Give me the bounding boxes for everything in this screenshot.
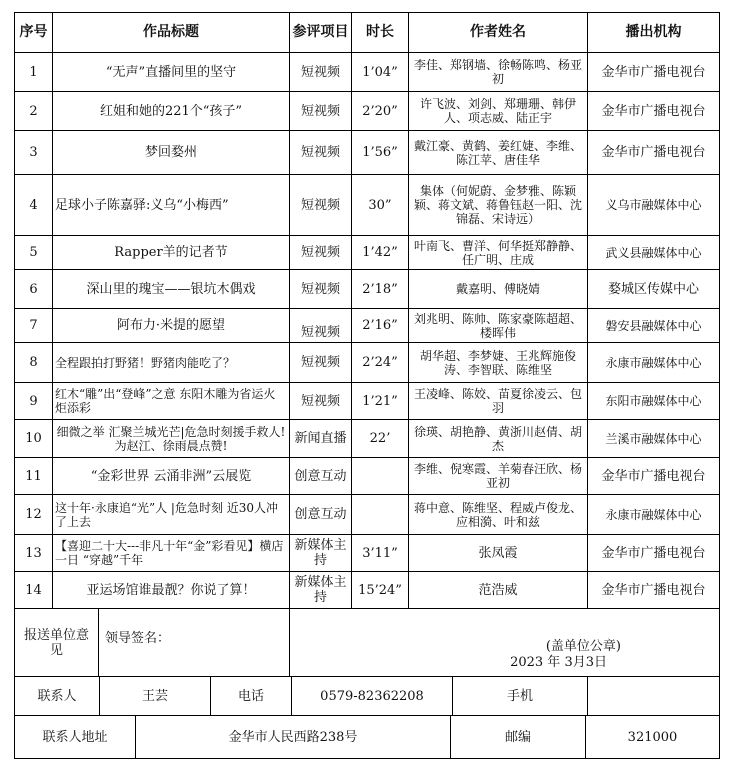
row-title: 红姐和她的221个“孩子”	[53, 92, 290, 131]
row-title: 亚运场馆谁最靓？你说了算！	[53, 572, 290, 609]
stamp-note: (盖单位公章)	[545, 639, 621, 654]
row-category: 创意互动	[290, 458, 352, 495]
postcode-value: 321000	[627, 729, 678, 745]
row-category: 创意互动	[290, 495, 352, 535]
address-cell	[15, 716, 720, 759]
row-no: 6	[15, 270, 53, 309]
col-header-category: 参评项目	[290, 13, 352, 53]
row-duration: 3’11”	[352, 535, 409, 572]
row-org: 金华市广播电视台	[588, 572, 720, 609]
row-category: 新媒体主持	[290, 535, 352, 572]
row-category: 短视频	[290, 383, 352, 420]
row-no: 7	[15, 309, 53, 343]
mobile-value	[588, 677, 719, 715]
row-authors: 王凌峰、陈姣、苗夏徐凌云、包羽	[409, 383, 588, 420]
row-authors: 李佳、郑钢墙、徐畅陈鸣、杨亚初	[409, 53, 588, 92]
row-title: 梦回婺州	[53, 131, 290, 175]
contact-name: 王芸	[100, 677, 211, 715]
row-category: 短视频	[290, 92, 352, 131]
table-row	[15, 343, 720, 383]
opinion-label: 报送单位意见	[15, 609, 99, 676]
row-duration	[352, 458, 409, 495]
table-row	[15, 383, 720, 420]
row-title: “金彩世界 云涌非洲”云展览	[53, 458, 290, 495]
col-header-authors: 作者姓名	[409, 13, 588, 53]
table-row	[15, 572, 720, 609]
col-header-title: 作品标题	[53, 13, 290, 53]
row-org: 金华市广播电视台	[588, 53, 720, 92]
row-title: 阿布力·米提的愿望	[53, 309, 290, 343]
row-category: 短视频	[290, 131, 352, 175]
row-org: 磐安县融媒体中心	[588, 309, 720, 343]
row-duration: 2’20”	[352, 92, 409, 131]
row-title: 这十年·永康追“光”人 |危急时刻 近30人冲了上去	[53, 495, 290, 535]
row-no: 1	[15, 53, 53, 92]
row-authors: 李维、倪寒霞、羊菊春汪欣、杨亚初	[409, 458, 588, 495]
row-duration: 1’21”	[352, 383, 409, 420]
row-no: 11	[15, 458, 53, 495]
row-title: “无声”直播间里的坚守	[53, 53, 290, 92]
row-duration: 1’42”	[352, 236, 409, 270]
phone-label: 电话	[211, 677, 292, 715]
submission-table	[14, 12, 720, 759]
row-category: 短视频	[290, 343, 352, 383]
row-authors: 集体（何妮蔚、金梦雅、陈颖颖、蒋文斌、蒋鲁钰赵一阳、沈锦磊、宋诗远）	[409, 175, 588, 236]
row-duration	[352, 495, 409, 535]
leader-signature-label: 领导签名：	[105, 631, 171, 646]
row-no: 14	[15, 572, 53, 609]
address-label: 联系人地址	[15, 716, 136, 758]
row-no: 5	[15, 236, 53, 270]
table-row	[15, 420, 720, 458]
col-header-org: 播出机构	[588, 13, 720, 53]
row-no: 4	[15, 175, 53, 236]
row-category: 新闻直播	[290, 420, 352, 458]
row-no: 3	[15, 131, 53, 175]
row-org: 金华市广播电视台	[588, 92, 720, 131]
submission-date: 2023 年 3月3日	[510, 655, 607, 670]
row-org: 永康市融媒体中心	[588, 343, 720, 383]
row-duration: 1’56”	[352, 131, 409, 175]
row-authors: 许飞波、刘剑、郑珊珊、韩伊人、项志威、陆正宇	[409, 92, 588, 131]
table-row	[15, 270, 720, 309]
col-header-duration: 时长	[352, 13, 409, 53]
row-authors: 范浩威	[409, 572, 588, 609]
row-org: 武义县融媒体中心	[588, 236, 720, 270]
row-authors: 蒋中意、陈维坚、程威卢俊龙、应相漪、叶和兹	[409, 495, 588, 535]
row-title: 全程跟拍打野猪！野猪肉能吃了？	[53, 343, 290, 383]
table-row	[15, 53, 720, 92]
row-title: 足球小子陈嘉驿:义乌“小梅西”	[53, 175, 290, 236]
row-no: 9	[15, 383, 53, 420]
opinion-cell	[15, 609, 290, 677]
col-header-no: 序号	[15, 13, 53, 53]
row-category: 短视频	[290, 236, 352, 270]
table-row	[15, 131, 720, 175]
row-org: 婺城区传媒中心	[588, 270, 720, 309]
row-category: 短视频	[290, 175, 352, 236]
header-row	[15, 13, 720, 53]
table-row	[15, 175, 720, 236]
row-duration: 1’04”	[352, 53, 409, 92]
table-row	[15, 458, 720, 495]
table-row	[15, 236, 720, 270]
row-authors: 徐瑛、胡艳静、黄浙川赵倩、胡杰	[409, 420, 588, 458]
row-authors: 戴江豪、黄鹤、姜红婕、李维、陈江苹、唐佳华	[409, 131, 588, 175]
row-org: 兰溪市融媒体中心	[588, 420, 720, 458]
row-no: 2	[15, 92, 53, 131]
row-no: 13	[15, 535, 53, 572]
row-duration: 2’24”	[352, 343, 409, 383]
stamp-cell	[290, 609, 720, 677]
row-category: 新媒体主持	[290, 572, 352, 609]
row-authors: 刘兆明、陈帅、陈家豪陈超超、楼晖伟	[409, 309, 588, 343]
row-title: Rapper羊的记者节	[53, 236, 290, 270]
table-row	[15, 92, 720, 131]
row-org: 金华市广播电视台	[588, 535, 720, 572]
row-category: 短视频	[290, 270, 352, 309]
address-row	[15, 716, 720, 759]
contact-label: 联系人	[15, 677, 100, 715]
row-authors: 胡华超、李梦婕、王兆辉施俊涛、李智联、陈维坚	[409, 343, 588, 383]
row-authors: 叶南飞、曹洋、何华挺郑静静、任广明、庄成	[409, 236, 588, 270]
table-row	[15, 535, 720, 572]
row-no: 12	[15, 495, 53, 535]
row-title: 深山里的瑰宝——银坑木偶戏	[53, 270, 290, 309]
row-no: 10	[15, 420, 53, 458]
row-category: 短视频	[290, 53, 352, 92]
row-duration: 2’18”	[352, 270, 409, 309]
opinion-row	[15, 609, 720, 677]
row-duration: 30”	[352, 175, 409, 236]
row-org: 东阳市融媒体中心	[588, 383, 720, 420]
row-authors: 张凤霞	[409, 535, 588, 572]
postcode-label: 邮编	[451, 716, 586, 758]
contact-row	[15, 677, 720, 716]
row-duration: 15’24”	[352, 572, 409, 609]
row-title: 红木“雕”出“登峰”之意 东阳木雕为省运火炬添彩	[53, 383, 290, 420]
row-org: 金华市广播电视台	[588, 131, 720, 175]
address-value: 金华市人民西路238号	[136, 716, 451, 758]
row-authors: 戴嘉明、傅晓婧	[409, 270, 588, 309]
row-no: 8	[15, 343, 53, 383]
phone-value: 0579-82362208	[292, 677, 453, 715]
row-duration: 22’	[352, 420, 409, 458]
table-row	[15, 309, 720, 343]
row-org: 义乌市融媒体中心	[588, 175, 720, 236]
table-row	[15, 495, 720, 535]
mobile-label: 手机	[453, 677, 588, 715]
contact-cell	[15, 677, 720, 716]
row-title: 细微之举 汇聚兰城光芒|危急时刻援手救人!为赵江、徐雨晨点赞!	[53, 420, 290, 458]
row-category: 短视频	[290, 309, 352, 343]
row-duration: 2’16”	[352, 309, 409, 343]
row-org: 永康市融媒体中心	[588, 495, 720, 535]
row-org: 金华市广播电视台	[588, 458, 720, 495]
row-title: 【喜迎二十大---非凡十年“金”彩看见】横店一日 “穿越”千年	[53, 535, 290, 572]
